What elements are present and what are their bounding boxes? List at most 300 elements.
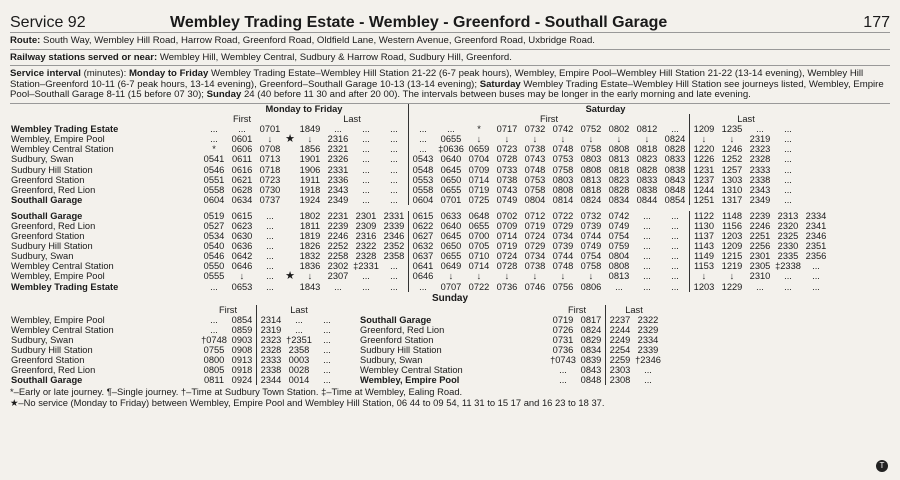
time-cell: 0828 xyxy=(636,164,658,175)
stop-name: Wembley, Empire Pool xyxy=(11,314,105,325)
time-cell: 1244 xyxy=(690,185,719,195)
interval-sun-label: Sunday xyxy=(206,89,242,101)
time-cell: ... xyxy=(671,251,679,262)
time-cell: ↓ xyxy=(504,271,510,282)
time-cell: 0854 xyxy=(231,314,253,325)
time-cell: 2351 xyxy=(805,241,827,252)
time-cell: ... xyxy=(390,271,398,282)
time-cell: 0728 xyxy=(496,261,518,272)
time-cell: 0738 xyxy=(524,144,546,155)
railway-text: Wembley Hill, Wembley Central, Sudbury & Harrow Road, Sudbury Hill, Greenford. xyxy=(159,51,512,63)
timetable-row xyxy=(10,211,830,221)
time-cell: ... xyxy=(559,365,567,376)
time-cell: 0659 xyxy=(468,144,490,155)
time-cell: 0722 xyxy=(552,210,574,221)
time-cell: 0823 xyxy=(636,154,658,165)
no-service-mark xyxy=(284,231,296,241)
interval-mf-label: Monday to Friday xyxy=(128,68,209,80)
time-cell: 0604 xyxy=(203,194,225,205)
time-cell: ... xyxy=(784,144,792,155)
time-cell: 0723 xyxy=(259,174,281,185)
time-cell: 0714 xyxy=(468,174,490,185)
time-cell: 0014 xyxy=(288,375,310,386)
stop-name: Sudbury Hill Station xyxy=(11,241,93,252)
time-cell: 1819 xyxy=(299,231,321,242)
time-cell: ... xyxy=(390,194,398,205)
timetable-row xyxy=(359,335,662,345)
timetable-row xyxy=(10,271,830,281)
time-cell: 2328 xyxy=(257,345,286,355)
time-cell: 2331 xyxy=(383,210,405,221)
time-cell: 0702 xyxy=(496,210,518,221)
time-cell: 0833 xyxy=(636,174,658,185)
time-cell: ... xyxy=(671,261,679,272)
time-cell: 0829 xyxy=(580,334,602,345)
time-cell: 0650 xyxy=(440,174,462,185)
time-cell: ... xyxy=(784,184,792,195)
time-cell: 0717 xyxy=(496,124,518,135)
time-cell: 2301 xyxy=(749,251,771,262)
time-cell: 2239 xyxy=(327,221,349,231)
sat-heading: Saturday xyxy=(409,104,803,114)
time-cell: 0814 xyxy=(552,194,574,205)
route-label: Route: xyxy=(10,35,41,46)
time-cell: ↓ xyxy=(729,134,735,145)
time-cell: ↓ xyxy=(239,271,245,282)
time-cell: 0744 xyxy=(580,231,602,242)
time-cell: 0758 xyxy=(524,184,546,195)
time-cell: ... xyxy=(671,231,679,242)
time-cell: ... xyxy=(295,314,303,325)
time-cell: 2323 xyxy=(749,144,771,155)
time-cell: †0743 xyxy=(550,355,576,366)
stop-name: Greenford, Red Lion xyxy=(360,324,445,335)
time-cell: ... xyxy=(644,375,652,386)
time-cell: 0734 xyxy=(552,231,574,242)
sat-first-heading: First xyxy=(409,114,690,124)
time-cell: 1226 xyxy=(690,154,719,164)
time-cell: ... xyxy=(266,261,274,272)
time-cell: 0649 xyxy=(440,261,462,272)
time-cell: ... xyxy=(390,281,398,292)
time-cell: 0808 xyxy=(580,164,602,175)
time-cell: 2252 xyxy=(327,241,349,252)
time-cell: 1918 xyxy=(299,184,321,195)
time-cell: 1122 xyxy=(690,211,719,221)
time-cell: ↓ xyxy=(504,134,510,145)
time-cell: 0655 xyxy=(440,134,462,145)
time-cell: 0627 xyxy=(409,231,438,241)
time-cell: 0645 xyxy=(440,164,462,175)
time-cell: ... xyxy=(447,124,455,135)
time-cell: 1901 xyxy=(299,154,321,165)
time-cell: ... xyxy=(643,281,651,292)
time-cell: ... xyxy=(266,271,274,282)
time-cell: 0729 xyxy=(524,241,546,252)
time-cell: 0859 xyxy=(231,324,253,335)
time-cell: ↓ xyxy=(476,134,482,145)
time-cell: 0748 xyxy=(524,164,546,175)
timetable-row xyxy=(359,325,662,335)
timetable-row xyxy=(10,375,341,385)
time-cell: †0748 xyxy=(201,334,227,345)
time-cell: 1156 xyxy=(722,221,742,231)
time-cell: 2334 xyxy=(637,334,659,345)
railway-info xyxy=(10,50,890,67)
stop-name: Sudbury, Swan xyxy=(11,251,74,262)
stop-name: Greenford, Red Lion xyxy=(11,221,96,231)
time-cell: 0558 xyxy=(409,185,438,195)
no-service-mark xyxy=(284,195,296,205)
time-cell: 1130 xyxy=(690,221,719,231)
time-cell: 0633 xyxy=(440,210,462,221)
time-cell: 2251 xyxy=(749,231,771,242)
time-cell: 2338 xyxy=(257,365,286,375)
route-info xyxy=(10,33,890,50)
time-cell: 0634 xyxy=(231,194,253,205)
time-cell: 2308 xyxy=(606,375,635,385)
stop-name: Greenford Station xyxy=(11,174,85,185)
time-cell: 1143 xyxy=(690,241,719,251)
timetable-row xyxy=(10,124,830,134)
time-cell: 0749 xyxy=(608,221,630,231)
time-cell: 0724 xyxy=(524,231,546,242)
time-cell: 0653 xyxy=(231,281,253,292)
timetable-row xyxy=(10,185,830,195)
time-cell: 0918 xyxy=(231,365,253,376)
time-cell: 2322 xyxy=(355,241,377,252)
time-cell: 0839 xyxy=(580,355,602,366)
stop-name: Greenford, Red Lion xyxy=(11,365,96,376)
time-cell: 2301 xyxy=(355,210,377,221)
timetable-row xyxy=(10,165,830,175)
time-cell: ... xyxy=(671,241,679,252)
time-cell: 0758 xyxy=(580,144,602,155)
time-cell: ... xyxy=(784,271,792,282)
time-cell: 0800 xyxy=(203,355,225,366)
time-cell: ... xyxy=(266,241,274,252)
time-cell: 2320 xyxy=(777,221,799,231)
time-cell: 0848 xyxy=(664,184,686,195)
time-cell: 0824 xyxy=(580,194,602,205)
interval-label: Service interval xyxy=(10,68,81,80)
time-cell: 0742 xyxy=(608,210,630,221)
time-cell: 2344 xyxy=(257,375,286,385)
time-cell: 0838 xyxy=(636,184,658,195)
time-cell: 0749 xyxy=(496,194,518,205)
stop-name: Southall Garage xyxy=(360,314,432,325)
time-cell: ↓ xyxy=(307,271,313,282)
time-cell: 2338 xyxy=(749,174,771,185)
time-cell: ↓ xyxy=(588,134,594,145)
time-cell: 0719 xyxy=(496,241,518,252)
time-cell: 0646 xyxy=(409,271,438,281)
stop-name: Wembley, Empire Pool xyxy=(11,271,105,282)
time-cell: ... xyxy=(671,271,679,282)
time-cell: 0736 xyxy=(496,281,518,292)
time-cell: ... xyxy=(210,134,218,145)
stop-name: Wembley Trading Estate xyxy=(11,281,119,292)
time-cell: 0738 xyxy=(496,174,518,185)
time-cell: 2246 xyxy=(749,221,771,231)
timetable-row xyxy=(359,375,662,385)
stop-name: Wembley Central Station xyxy=(11,261,114,272)
timetable-row xyxy=(10,241,830,251)
sun-right-last-heading: Last xyxy=(606,305,663,315)
time-cell: ... xyxy=(210,124,218,135)
time-cell: 0519 xyxy=(203,210,225,221)
time-cell: 0755 xyxy=(203,345,225,356)
time-cell: 2237 xyxy=(606,315,635,325)
timetable-row xyxy=(10,261,830,271)
time-cell: 2329 xyxy=(637,324,659,335)
time-cell: 0606 xyxy=(231,144,253,155)
time-cell: 0843 xyxy=(580,365,602,376)
time-cell: 1209 xyxy=(690,124,719,134)
time-cell: ... xyxy=(756,281,764,292)
time-cell: ↓ xyxy=(644,134,650,145)
time-cell: ... xyxy=(784,281,792,292)
time-cell: 1246 xyxy=(721,144,743,155)
interval-note: The intervals between buses may be longer in the early morning and late evening. xyxy=(402,89,751,101)
interval-sun-text: 24 (40 before 11 30 and after 20 00). xyxy=(243,89,401,101)
time-cell: 1911 xyxy=(300,174,320,185)
time-cell: 0754 xyxy=(608,231,630,242)
time-cell: 0601 xyxy=(231,134,253,145)
sun-left-first-heading: First xyxy=(218,304,238,315)
time-cell: ... xyxy=(812,281,820,292)
time-cell: ... xyxy=(643,261,651,272)
time-cell: 0731 xyxy=(552,334,574,345)
time-cell: 0003 xyxy=(288,355,310,366)
time-cell: ... xyxy=(362,281,370,292)
time-cell: 1310 xyxy=(721,184,743,195)
time-cell: ... xyxy=(643,231,651,242)
sun-right-first-heading: First xyxy=(567,304,587,315)
time-cell: 2331 xyxy=(327,164,349,175)
time-cell: ... xyxy=(323,355,331,366)
time-cell: 2310 xyxy=(749,271,771,282)
time-cell: 0719 xyxy=(552,314,574,325)
time-cell: 0753 xyxy=(552,154,574,165)
time-cell: 2323 xyxy=(257,335,286,345)
time-cell: 2356 xyxy=(805,251,827,262)
time-cell: 1220 xyxy=(690,144,719,154)
time-cell: 0611 xyxy=(232,154,252,165)
time-cell: 0828 xyxy=(608,184,630,195)
time-cell: ... xyxy=(323,324,331,335)
time-cell: ... xyxy=(671,221,679,231)
time-cell: 2352 xyxy=(383,241,405,252)
time-cell: ... xyxy=(362,124,370,135)
time-cell: ... xyxy=(784,154,792,165)
time-cell: 0844 xyxy=(636,194,658,205)
interval-minutes: (minutes): xyxy=(83,68,127,80)
time-cell: ... xyxy=(210,324,218,335)
no-service-mark xyxy=(284,175,296,185)
time-cell: ↓ xyxy=(690,134,719,144)
time-cell: * xyxy=(212,144,216,155)
time-cell: 0701 xyxy=(259,124,281,135)
no-service-mark xyxy=(284,165,296,175)
time-cell: 0709 xyxy=(468,164,490,175)
time-cell: ... xyxy=(559,375,567,386)
time-cell: 0808 xyxy=(608,144,630,155)
sunday-left-table xyxy=(10,305,341,386)
time-cell: 0823 xyxy=(608,174,630,185)
time-cell: ... xyxy=(671,281,679,292)
time-cell: 0854 xyxy=(664,194,686,205)
weekday-inbound xyxy=(10,211,830,292)
time-cell: ... xyxy=(362,194,370,205)
time-cell: 0540 xyxy=(203,241,225,252)
timetable-row xyxy=(10,315,341,325)
time-cell: 2316 xyxy=(355,231,377,242)
time-cell: 2244 xyxy=(606,325,635,335)
time-cell: 0808 xyxy=(608,261,630,272)
time-cell: ... xyxy=(390,164,398,175)
stop-name: Wembley Trading Estate xyxy=(11,124,119,135)
time-cell: 2346 xyxy=(383,231,405,242)
time-cell: 0903 xyxy=(231,334,253,345)
time-cell: ... xyxy=(323,314,331,325)
time-cell: 2358 xyxy=(383,251,405,262)
mf-first-heading: First xyxy=(232,114,252,125)
timetable-row xyxy=(10,175,830,185)
time-cell: 0534 xyxy=(203,231,225,242)
stop-name: Wembley Central Station xyxy=(11,144,114,155)
time-cell: 2319 xyxy=(749,134,771,145)
time-cell: ... xyxy=(334,124,342,135)
sat-last-heading: Last xyxy=(690,114,803,124)
weekday-outbound xyxy=(10,124,830,205)
time-cell: 1303 xyxy=(721,174,743,185)
timetable-row xyxy=(10,221,830,231)
time-cell: ... xyxy=(671,210,679,221)
time-cell: ... xyxy=(409,134,438,144)
route-text: South Way, Wembley Hill Road, Harrow Road, Greenford Road, Oldfield Lane, Western Avenue, Greenford Road, Uxbridge Road. xyxy=(43,35,595,46)
time-cell: 1137 xyxy=(690,231,719,241)
time-cell: 2307 xyxy=(327,271,349,282)
time-cell: 0728 xyxy=(496,154,518,165)
time-cell: ... xyxy=(390,184,398,195)
time-cell: ... xyxy=(362,174,370,185)
time-cell: ... xyxy=(362,154,370,165)
time-cell: 2256 xyxy=(749,241,771,252)
time-cell: * xyxy=(477,124,481,135)
time-cell: ... xyxy=(643,241,651,252)
time-cell: 1231 xyxy=(690,165,719,175)
time-cell: 0700 xyxy=(468,231,490,242)
time-cell: 0818 xyxy=(636,144,658,155)
time-cell: 0701 xyxy=(440,194,462,205)
time-cell: 2334 xyxy=(805,210,827,221)
time-cell: ... xyxy=(323,345,331,356)
stop-name: Sudbury Hill Station xyxy=(11,345,93,356)
time-cell: 0834 xyxy=(608,194,630,205)
time-cell: 0709 xyxy=(496,221,518,231)
timetable-row xyxy=(10,134,830,144)
time-cell: ... xyxy=(334,281,342,292)
time-cell: 0748 xyxy=(552,144,574,155)
time-cell: 0725 xyxy=(468,194,490,205)
time-cell: 0558 xyxy=(203,184,225,195)
time-cell: ... xyxy=(323,334,331,345)
time-cell: 0806 xyxy=(580,281,602,292)
time-cell: ... xyxy=(409,282,438,292)
time-cell: ... xyxy=(812,261,820,272)
time-cell: 1802 xyxy=(299,210,321,221)
time-cell: 0813 xyxy=(580,174,602,185)
time-cell: ... xyxy=(643,271,651,282)
stop-name: Wembley, Empire Pool xyxy=(11,134,105,145)
time-cell: ... xyxy=(756,124,764,135)
time-cell: 0732 xyxy=(524,124,546,135)
stop-name: Wembley Central Station xyxy=(11,324,114,335)
time-cell: 0744 xyxy=(552,251,574,262)
no-service-mark: ★ xyxy=(285,270,295,283)
time-cell: 2343 xyxy=(749,184,771,195)
time-cell: 1843 xyxy=(299,281,321,292)
time-cell: 1906 xyxy=(299,164,321,175)
time-cell: ... xyxy=(784,174,792,185)
time-cell: ... xyxy=(643,210,651,221)
time-cell: 0734 xyxy=(524,251,546,262)
time-cell: 1203 xyxy=(721,231,743,242)
route-title: Wembley Trading Estate - Wembley - Greenford - Southall Garage xyxy=(170,14,668,31)
time-cell: 2249 xyxy=(606,335,635,345)
time-cell: 0718 xyxy=(259,164,281,175)
time-cell: ... xyxy=(784,124,792,135)
time-cell: 0723 xyxy=(496,144,518,155)
time-cell: ... xyxy=(390,134,398,145)
time-cell: 2303 xyxy=(606,365,635,375)
time-cell: 0714 xyxy=(468,261,490,272)
time-cell: 0615 xyxy=(409,211,438,221)
time-cell: ... xyxy=(238,124,246,135)
time-cell: 0818 xyxy=(580,184,602,195)
time-cell: 0704 xyxy=(468,154,490,165)
no-service-mark xyxy=(284,241,296,251)
sunday-right-rows xyxy=(359,315,662,386)
time-cell: 0838 xyxy=(664,164,686,175)
time-cell: 0732 xyxy=(580,210,602,221)
time-cell: 2322 xyxy=(637,314,659,325)
time-cell: 0729 xyxy=(552,221,574,231)
time-cell: 0615 xyxy=(231,210,253,221)
time-cell: ... xyxy=(390,154,398,165)
time-cell: 1219 xyxy=(721,261,743,272)
time-cell: 0641 xyxy=(409,261,438,271)
stop-name: Southall Garage xyxy=(11,375,83,386)
time-cell: ... xyxy=(784,164,792,175)
time-cell: 0630 xyxy=(231,231,253,242)
no-service-mark xyxy=(284,251,296,261)
time-cell: 2302 xyxy=(327,261,349,272)
time-cell: 2358 xyxy=(288,345,310,356)
time-cell: 0742 xyxy=(552,124,574,135)
interval-sat-text: Wembley Trading Estate–Wembley Hill Station see journeys listed, Wembley, Empire Pool–Southall Garage 8-11 (15 before 07 30); xyxy=(10,78,884,101)
time-cell: 2328 xyxy=(749,154,771,165)
time-cell: 2335 xyxy=(777,251,799,262)
time-cell: 0817 xyxy=(580,314,602,325)
time-cell: 0637 xyxy=(409,251,438,261)
no-service-mark xyxy=(284,154,296,164)
time-cell: 0705 xyxy=(468,241,490,252)
stop-name: Wembley Central Station xyxy=(360,365,463,376)
time-cell: ... xyxy=(362,164,370,175)
stop-name: Greenford Station xyxy=(360,334,434,345)
